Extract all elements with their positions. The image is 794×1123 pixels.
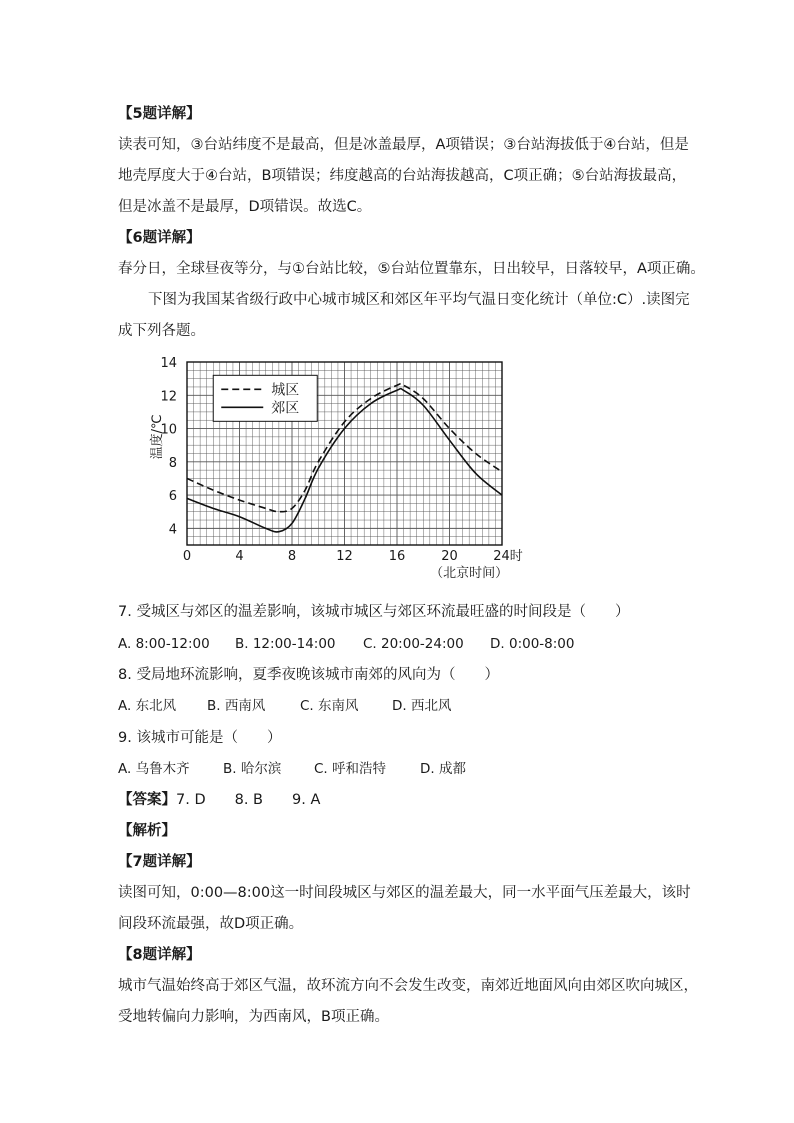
intro-line-1: 下图为我国某省级行政中心城市城区和郊区年平均气温日变化统计（单位:C）.读图完 (148, 292, 690, 308)
x-axis-label: （北京时间） (430, 566, 509, 581)
y-tick-label: 8 (168, 455, 177, 471)
q7-heading: 【7题详解】 (118, 854, 201, 870)
q6-heading: 【6题详解】 (118, 230, 201, 246)
x-tick-label: 8 (287, 549, 297, 564)
legend-label: 城区 (271, 382, 300, 399)
q5-line-1: 读表可知，③台站纬度不是最高，但是冰盖最厚，A项错误；③台站海拔低于④台站，但是 (118, 137, 689, 153)
q7-stem: 7. 受城区与郊区的温差影响，该城市城区与郊区环流最旺盛的时间段是（ ） (118, 604, 630, 620)
q8-line-2: 受地转偏向力影响，为西南风，B项正确。 (118, 1009, 389, 1025)
q5-heading: 【5题详解】 (118, 106, 201, 122)
y-axis-label: 温度/℃ (150, 414, 165, 460)
q5-line-3: 但是冰盖不是最厚，D项错误。故选C。 (118, 199, 372, 215)
q7-option-a: A. 8:00-12:00 (118, 636, 210, 652)
intro-line-2: 成下列各题。 (118, 323, 205, 339)
q9-option-a: A. 乌鲁木齐 (118, 761, 190, 777)
temperature-chart (140, 352, 526, 588)
q7-option-b: B. 12:00-14:00 (235, 636, 336, 652)
q8-option-a: A. 东北风 (118, 698, 177, 714)
x-tick-label: 0 (182, 549, 192, 564)
q7-line-1: 读图可知，0:00—8:00这一时间段城区与郊区的温差最大，同一水平面气压差最大，该时 (118, 885, 691, 901)
answer-text: 7. D 8. B 9. A (176, 792, 321, 808)
q8-option-d: D. 西北风 (392, 698, 452, 714)
q8-stem: 8. 受局地环流影响，夏季夜晚该城市南郊的风向为（ ） (118, 667, 499, 683)
q9-option-b: B. 哈尔滨 (223, 761, 282, 777)
x-tick-label: 16 (388, 549, 406, 564)
q8-heading: 【8题详解】 (118, 947, 201, 963)
q9-stem: 9. 该城市可能是（ ） (118, 730, 282, 746)
q6-line-1: 春分日，全球昼夜等分，与①台站比较，⑤台站位置靠东，日出较早，日落较早，A项正确。 (118, 261, 705, 277)
x-tick-label: 20 (441, 549, 458, 564)
q8-option-b: B. 西南风 (207, 698, 266, 714)
legend-label: 郊区 (271, 400, 300, 417)
x-tick-label: 4 (235, 549, 244, 564)
q8-line-1: 城市气温始终高于郊区气温，故环流方向不会发生改变，南郊近地面风向由郊区吹向城区， (118, 978, 698, 994)
y-tick-label: 10 (160, 422, 177, 438)
y-tick-label: 4 (168, 522, 177, 538)
x-tick-label: 12 (336, 549, 353, 564)
q8-option-c: C. 东南风 (300, 698, 359, 714)
answer-line (118, 790, 320, 810)
analysis-heading: 【解析】 (118, 823, 176, 839)
q7-option-d: D. 0:00-8:00 (490, 636, 575, 652)
q7-line-2: 间段环流最强，故D项正确。 (118, 916, 304, 932)
legend-box (213, 375, 317, 421)
x-tick-label: 24时 (493, 549, 523, 564)
q5-line-2: 地壳厚度大于④台站，B项错误；纬度越高的台站海拔越高，C项正确；⑤台站海拔最高， (118, 168, 687, 184)
y-tick-label: 6 (168, 489, 177, 505)
answer-label: 【答案】 (118, 792, 176, 808)
q7-option-c: C. 20:00-24:00 (363, 636, 464, 652)
q9-option-d: D. 成都 (420, 761, 466, 777)
q9-option-c: C. 呼和浩特 (314, 761, 387, 777)
y-tick-label: 14 (160, 356, 177, 371)
y-tick-label: 12 (160, 389, 177, 405)
